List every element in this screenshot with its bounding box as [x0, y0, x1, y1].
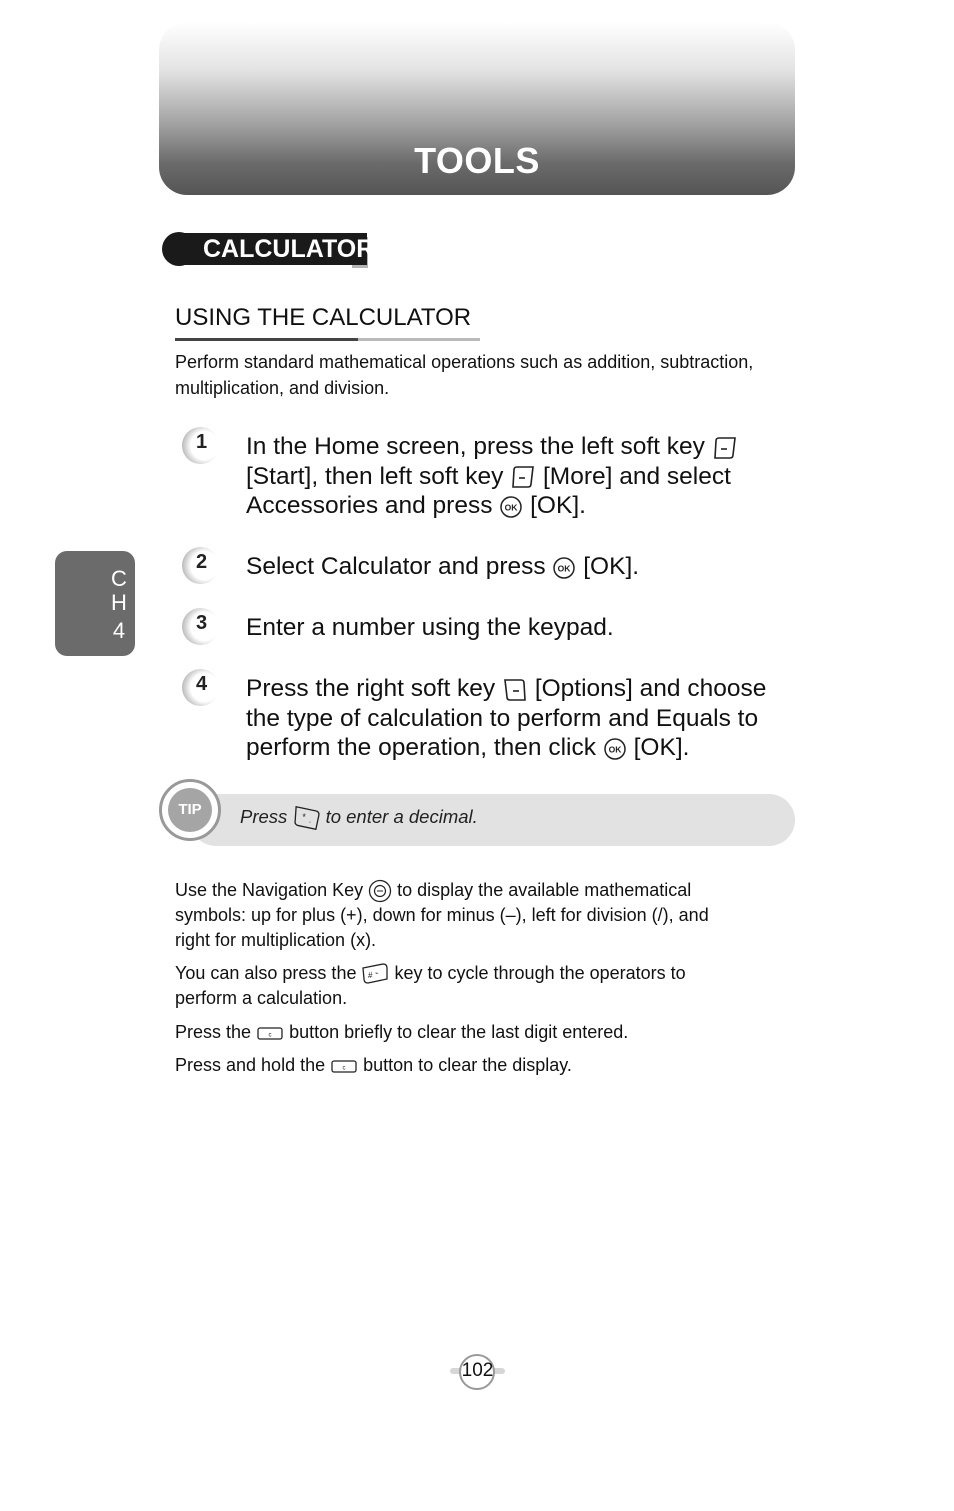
svg-text:OK: OK	[608, 744, 622, 755]
tip-text: Press * ◦ to enter a decimal.	[240, 806, 478, 830]
svg-text:c: c	[268, 1032, 272, 1039]
svg-text:⌁: ⌁	[375, 971, 380, 978]
subsection-underline	[175, 338, 480, 341]
subsection-title: USING THE CALCULATOR	[175, 304, 472, 331]
svg-text:#: #	[368, 971, 373, 981]
chapter-tab-number: 4	[112, 618, 126, 643]
left-soft-key-icon	[510, 464, 536, 490]
section-bullet-icon	[162, 232, 196, 266]
page-number-badge	[450, 1354, 505, 1390]
page-title: TOOLS	[414, 140, 540, 181]
step-number-3: 3	[182, 608, 219, 645]
navigation-key-icon	[368, 879, 392, 903]
ok-key-icon	[552, 556, 576, 580]
tip-badge	[159, 779, 221, 841]
right-soft-key-icon	[502, 677, 528, 703]
chapter-tab-letter-c: C	[111, 566, 127, 591]
step-number-2: 2	[182, 547, 219, 584]
clear-hold-note: Press and hold the c button to clear the display.	[175, 1055, 572, 1075]
step-number-4: 4	[182, 669, 219, 706]
section-title: CALCULATOR	[183, 233, 367, 265]
svg-text:*: *	[302, 812, 306, 823]
chapter-header-banner	[159, 22, 795, 195]
svg-text:OK: OK	[558, 563, 571, 574]
intro-paragraph: Perform standard mathematical operations such as addition, subtraction, multiplication, and division.	[175, 352, 754, 398]
clear-key-note: Press the c button briefly to clear the last digit entered.	[175, 1022, 629, 1042]
ok-key-icon	[603, 737, 627, 761]
svg-text:c: c	[342, 1065, 346, 1072]
step-number-1: 1	[182, 427, 219, 464]
chapter-tab-letter-h: H	[111, 590, 127, 615]
step-1-text: In the Home screen, press the left soft key [Start], then left soft key [More] and select Accessories and press OK [OK].	[246, 432, 806, 521]
navigation-note: Use the Navigation Key to display the available mathematical symbols: up for plus (+), down for minus (–), left for division (/), and right for multiplication (x).	[175, 880, 709, 951]
pound-key-note: You can also press the # ⌁ key to cycle through the operators to perform a calculation.	[175, 963, 686, 1009]
left-soft-key-icon	[712, 435, 738, 461]
step-2-text: Select Calculator and press OK [OK].	[246, 553, 640, 580]
step-4-text: Press the right soft key [Options] and choose the type of calculation to perform and Equals to perform the operation, then click OK [OK].	[246, 675, 767, 761]
step-3-text: Enter a number using the keypad.	[246, 614, 614, 641]
clear-key-icon	[330, 1057, 358, 1075]
svg-text:◦: ◦	[309, 820, 312, 827]
page-number: 102	[461, 1360, 494, 1381]
pound-key-icon	[361, 962, 389, 986]
clear-key-icon	[256, 1024, 284, 1042]
star-key-icon	[292, 806, 320, 830]
ok-key-icon	[499, 495, 523, 519]
chapter-side-tab	[55, 551, 135, 656]
svg-text:OK: OK	[504, 502, 518, 513]
tip-badge-label: TIP	[168, 788, 212, 832]
